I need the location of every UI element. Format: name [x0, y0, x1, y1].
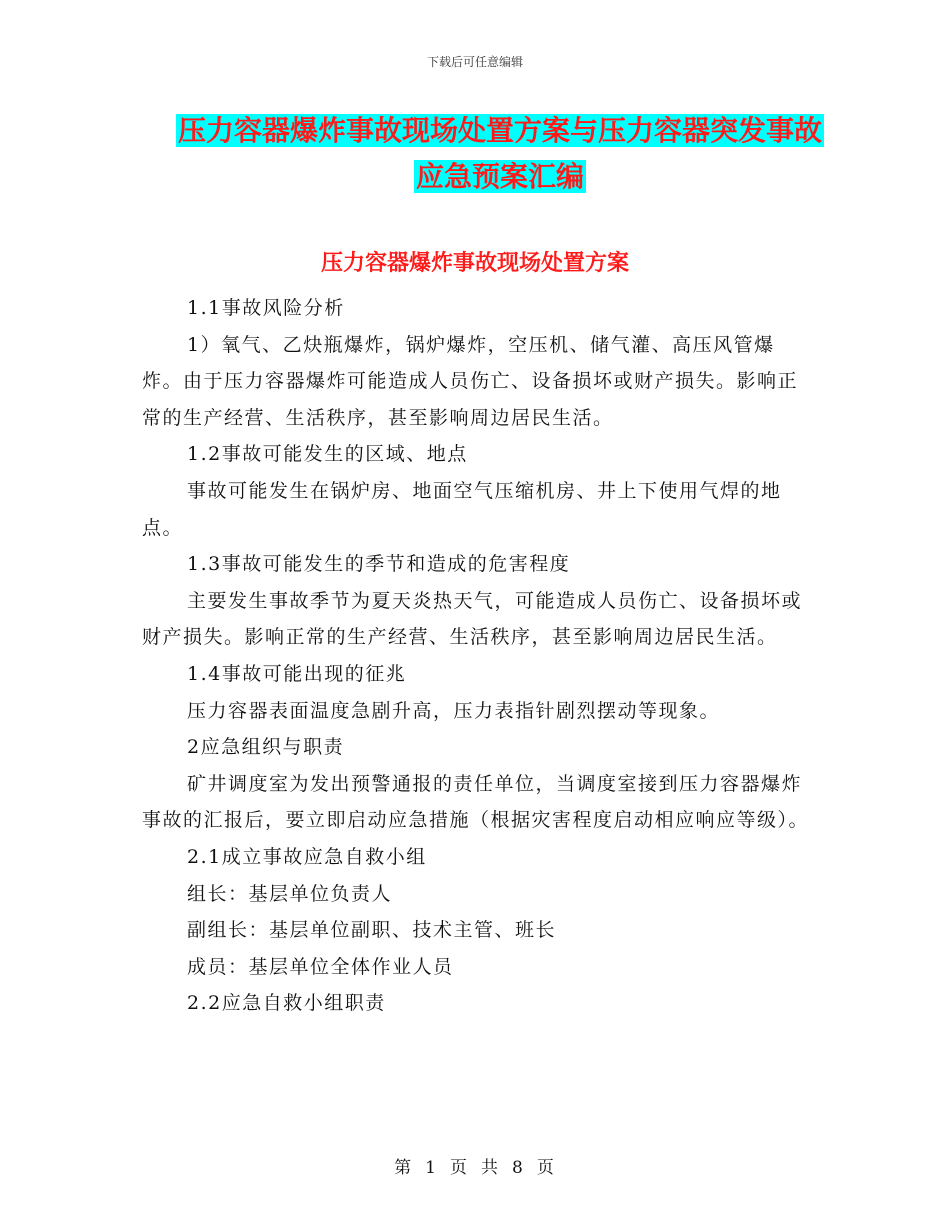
paragraph: 1）氧气、乙炔瓶爆炸，锅炉爆炸，空压机、储气灌、高压风管爆炸。由于压力容器爆炸可能造成人员伤亡、设备损坏或财产损失。影响正常的生产经营、生活秩序，甚至影响周边居民生活。: [142, 333, 799, 429]
page-footer: [0, 1153, 950, 1178]
document-title: [120, 108, 880, 200]
footer-total-unit: 页: [536, 1158, 556, 1178]
paragraph: 1.3事故可能发生的季节和造成的危害程度: [187, 553, 571, 576]
paragraph: 2.2应急自救小组职责: [187, 992, 386, 1015]
paragraph: 主要发生事故季节为夏天炎热天气，可能造成人员伤亡、设备损坏或财产损失。影响正常的生产经营、生活秩序，甚至影响周边居民生活。: [142, 589, 803, 649]
total-page-count: 8: [512, 1158, 525, 1178]
paragraph: 副组长：基层单位副职、技术主管、班长: [187, 919, 557, 942]
current-page-number: 1: [425, 1158, 438, 1178]
paragraph: 组长：基层单位负责人: [187, 882, 393, 905]
paragraph: 2应急组织与职责: [187, 736, 345, 759]
header-note: 下载后可任意编辑: [426, 55, 523, 69]
paragraph: 1.4事故可能出现的征兆: [187, 662, 407, 685]
section-title: 压力容器爆炸事故现场处置方案: [320, 251, 629, 276]
paragraph: 1.2事故可能发生的区域、地点: [187, 443, 468, 466]
footer-prefix: 第: [394, 1158, 414, 1178]
document-title-line-2: 应急预案汇编: [415, 160, 584, 193]
footer-total-prefix: 共: [481, 1158, 500, 1178]
paragraph: 压力容器表面温度急剧升高，压力表指针剧烈摆动等现象。: [187, 699, 721, 722]
document-body: [142, 290, 812, 1022]
paragraph: 事故可能发生在锅炉房、地面空气压缩机房、井上下使用气焊的地点。: [142, 479, 782, 539]
paragraph: 矿井调度室为发出预警通报的责任单位，当调度室接到压力容器爆炸事故的汇报后，要立即启动应急措施（根据灾害程度启动相应响应等级）。: [142, 772, 810, 832]
document-title-line-1: 压力容器爆炸事故现场处置方案与压力容器突发事故: [177, 114, 822, 147]
paragraph: 成员：基层单位全体作业人员: [187, 955, 454, 978]
paragraph: 1.1事故风险分析: [187, 297, 345, 319]
paragraph: 2.1成立事故应急自救小组: [187, 845, 427, 868]
footer-page-unit: 页: [450, 1158, 469, 1178]
